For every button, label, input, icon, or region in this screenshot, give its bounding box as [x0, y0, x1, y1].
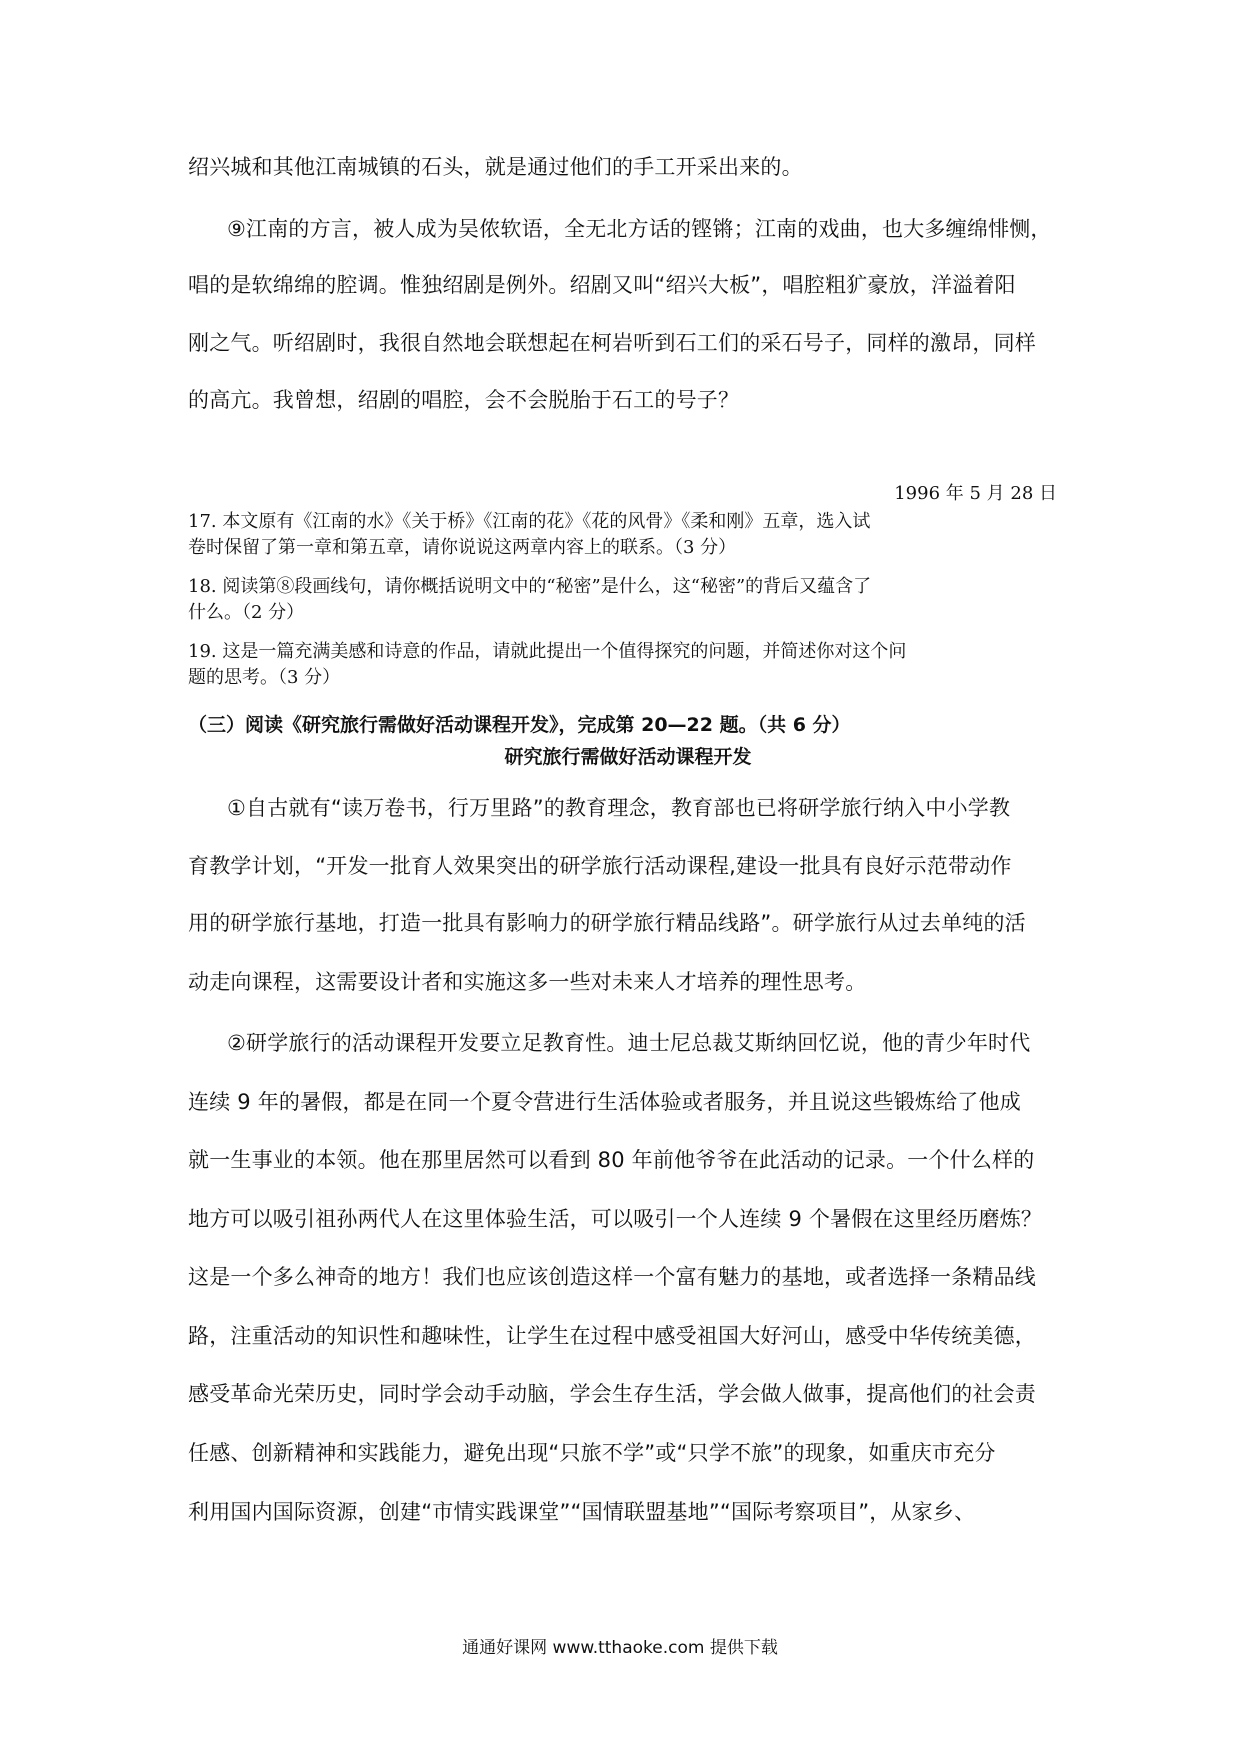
- essay-line: 刚之气。听绍剧时，我很自然地会联想起在柯岩听到石工们的采石号子，同样的激昂，同样: [188, 331, 1036, 355]
- article-line: 地方可以吸引祖孙两代人在这里体验生活，可以吸引一个人连续 9 个暑假在这里经历磨炼？: [188, 1207, 1043, 1231]
- article-line: 任感、创新精神和实践能力，避免出现“只旅不学”或“只学不旅”的现象，如重庆市充分: [188, 1441, 996, 1465]
- article-line: 这是一个多么神奇的地方！我们也应该创造这样一个富有魅力的基地，或者选择一条精品线: [188, 1265, 1036, 1289]
- page-footer: 通通好课网 www.tthaoke.com 提供下载: [462, 1638, 778, 1658]
- essay-line: 唱的是软绵绵的腔调。惟独绍剧是例外。绍剧又叫“绍兴大板”，唱腔粗犷豪放，洋溢着阳: [188, 273, 1016, 297]
- article-line: 就一生事业的本领。他在那里居然可以看到 80 年前他爷爷在此活动的记录。一个什么样的: [188, 1148, 1035, 1172]
- essay-line: 绍兴城和其他江南城镇的石头，就是通过他们的手工开采出来的。: [188, 155, 803, 179]
- article-paragraph-1: ①自古就有“读万卷书，行万里路”的教育理念，教育部也已将研学旅行纳入中小学教: [227, 796, 1011, 820]
- article-line: 用的研学旅行基地，打造一批具有影响力的研学旅行精品线路”。研学旅行从过去单纯的活: [188, 911, 1026, 935]
- essay-paragraph-9: ⑨江南的方言，被人成为吴侬软语，全无北方话的铿锵；江南的戏曲，也大多缠绵悱恻，: [227, 217, 1052, 241]
- question-19-line-2: 题的思考。（3 分）: [188, 667, 341, 688]
- article-line: 动走向课程，这需要设计者和实施这多一些对未来人才培养的理性思考。: [188, 970, 867, 994]
- question-17-line-1: 17. 本文原有《江南的水》《关于桥》《江南的花》《花的风骨》《柔和刚》五章，选入试: [188, 511, 871, 532]
- article-line: 感受革命光荣历史，同时学会动手动脑，学会生存生活，学会做人做事，提高他们的社会责: [188, 1382, 1036, 1406]
- article-line: 连续 9 年的暑假，都是在同一个夏令营进行生活体验或者服务，并且说这些锻炼给了他成: [188, 1090, 1021, 1114]
- question-18-line-1: 18. 阅读第⑧段画线句，请你概括说明文中的“秘密”是什么，这“秘密”的背后又蕴含了: [188, 576, 872, 597]
- essay-line: 的高亢。我曾想，绍剧的唱腔，会不会脱胎于石工的号子？: [188, 388, 740, 412]
- question-19-line-1: 19. 这是一篇充满美感和诗意的作品，请就此提出一个值得探究的问题，并简述你对这个问: [188, 641, 907, 662]
- question-18-line-2: 什么。（2 分）: [188, 602, 305, 623]
- article-line: 育教学计划，“开发一批育人效果突出的研学旅行活动课程,建设一批具有良好示范带动作: [188, 854, 1012, 878]
- article-paragraph-2: ②研学旅行的活动课程开发要立足教育性。迪士尼总裁艾斯纳回忆说，他的青少年时代: [227, 1031, 1031, 1055]
- article-title: 研究旅行需做好活动课程开发: [504, 746, 752, 768]
- article-line: 路，注重活动的知识性和趣味性，让学生在过程中感受祖国大好河山，感受中华传统美德，: [188, 1324, 1036, 1348]
- essay-date: 1996 年 5 月 28 日: [894, 483, 1057, 504]
- question-17-line-2: 卷时保留了第一章和第五章，请你说说这两章内容上的联系。（3 分）: [188, 537, 737, 558]
- section-heading: （三）阅读《研究旅行需做好活动课程开发》，完成第 20—22 题。（共 6 分）: [188, 714, 851, 736]
- article-line: 利用国内国际资源，创建“市情实践课堂”“国情联盟基地”“国际考察项目”，从家乡、: [188, 1500, 976, 1524]
